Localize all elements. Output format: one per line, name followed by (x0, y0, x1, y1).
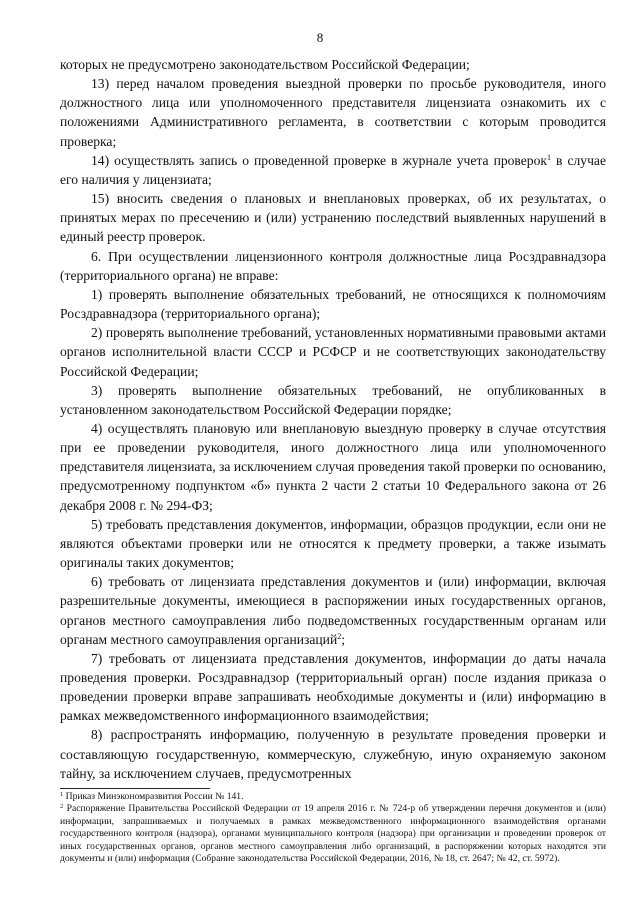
paragraph-section-6 (60, 247, 606, 285)
paragraph-item-13 (60, 74, 606, 151)
footnote-text: Приказ Минэкономразвития России № 141. (63, 791, 244, 802)
footnotes (60, 791, 606, 865)
footnote-1 (60, 791, 606, 803)
footnote-mark: 2 (60, 803, 64, 811)
footnote-mark: 1 (60, 791, 64, 798)
paragraph-item-14 (60, 151, 606, 189)
paragraph-text: 4) осуществлять плановую или внеплановую выездную проверку в случае отсутствия при ее проведении руководителя, иного должностного лица или уполномоченного представителя лицензиата, за исключением случая проведения такой проверки по основанию, предусмотренному подпунктом «б» пункта 2 части 2 статьи 10 Федерального закона от 26 декабря 2008 г. № 294-ФЗ; (60, 420, 606, 513)
paragraph-text: 3) проверять выполнение обязательных требований, не опубликованных в установленном законодательством Российской Федерации порядке; (60, 382, 606, 417)
paragraph-item-7 (60, 649, 606, 726)
paragraph-text-after: в случае его наличия у лицензиата; (60, 152, 606, 187)
document-body (60, 55, 606, 783)
paragraph-item-15 (60, 189, 606, 246)
paragraph-text: 15) вносить сведения о плановых и внеплановых проверках, об их результатах, о принятых мерах по пресечению и (или) устранению последствий выявленных нарушений в единый реестр проверок. (60, 191, 606, 245)
footnote-ref: 2 (337, 631, 342, 641)
paragraph-text: 6. При осуществлении лицензионного контроля должностные лица Росздравнадзора (территориального органа) не вправе: (60, 248, 606, 283)
paragraph-item-4 (60, 419, 606, 515)
paragraph-item-8 (60, 725, 606, 782)
paragraph-item-3 (60, 381, 606, 419)
paragraph-text: которых не предусмотрено законодательством Российской Федерации; (60, 57, 470, 72)
footnote-text: Распоряжение Правительства Российской Федерации от 19 апреля 2016 г. № 724-р об утверждении перечня документов и (или) информации, запрашиваемых и получаемых в рамках межведомственного информационного взаимодействия органами государственного контроля (надзора), органами муниципального контроля (надзора) при организации и проведении проверок от иных государственных органов, органов местного самоуправления либо организаций, в распоряжении которых находятся эти документы и (или) информация (Собрание законодательства Российской Федерации, 2016, № 18, ст. 2647; № 42, ст. 5972). (60, 803, 606, 865)
paragraph-text: 8) распространять информацию, полученную в результате проведения проверки и составляющую государственную, коммерческую, служебную, иную охраняемую законом тайну, за исключением случаев, предусмотренных (60, 727, 606, 781)
paragraph-text: 14) осуществлять запись о проведенной проверке в журнале учета проверок (91, 152, 548, 168)
paragraph-continuation (60, 55, 606, 74)
footnote-divider (60, 788, 210, 789)
paragraph-text: 1) проверять выполнение обязательных требований, не относящихся к полномочиям Росздравнадзора (территориального органа); (60, 286, 606, 322)
paragraph-text: 5) требовать представления документов, информации, образцов продукции, если они не являются объектами проверки или не относятся к предмету проверки, а также изымать оригиналы таких документов; (60, 516, 606, 571)
footnote-ref: 1 (547, 152, 552, 162)
paragraph-item-5 (60, 515, 606, 572)
paragraph-text: 6) требовать от лицензиата представления документов и (или) информации, включая разрешительные документы, имеющиеся в распоряжении иных государственных органов, органов местного самоуправления либо подведомственных государственным органам или органам местного самоуправления организаций (60, 574, 606, 647)
paragraph-item-1 (60, 285, 606, 323)
paragraph-text: 7) требовать от лицензиата представления документов, информации до даты начала проведения проверки. Росздравнадзор (территориальный орган) после издания приказа о проведении проверки вправе запрашивать необходимые документы и (или) информацию в рамках межведомственного информационного взаимодействия; (60, 650, 606, 724)
paragraph-text: 13) перед началом проведения выездной проверки по просьбе руководителя, иного должностного лица или уполномоченного представителя лицензиата ознакомить их с положениями Административного регламента, в соответствии с которым проводится проверка; (60, 76, 606, 149)
footnote-2 (60, 803, 606, 865)
paragraph-item-6 (60, 572, 606, 649)
paragraph-item-2 (60, 323, 606, 380)
paragraph-text-after: ; (341, 631, 345, 647)
page-number: 8 (316, 30, 324, 45)
paragraph-text: 2) проверять выполнение требований, установленных нормативными правовыми актами органов исполнительной власти СССР и РСФСР и не соответствующих законодательству Российской Федерации; (60, 325, 606, 379)
